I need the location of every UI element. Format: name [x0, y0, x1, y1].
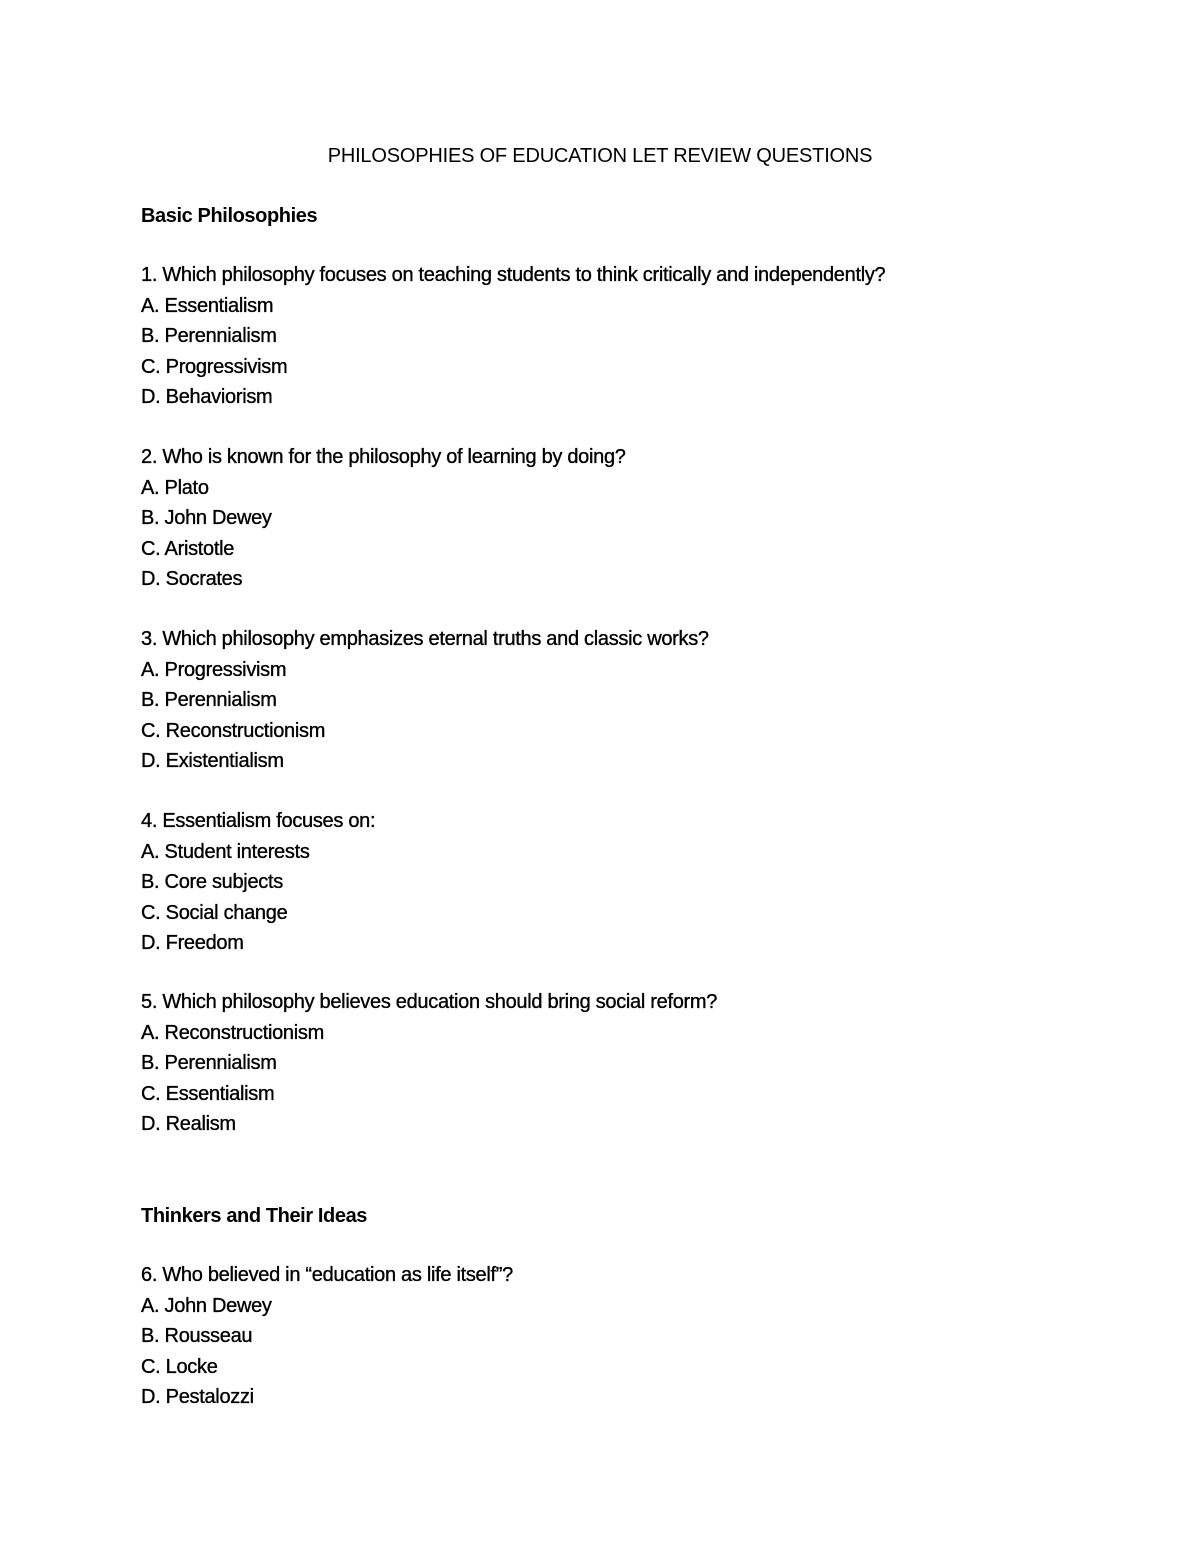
- answer-option-d: D. Realism: [141, 1113, 236, 1135]
- question-text: 4. Essentialism focuses on:: [141, 810, 376, 832]
- answer-option-d: D. Pestalozzi: [141, 1386, 254, 1408]
- answer-option-d: D. Socrates: [141, 568, 243, 590]
- answer-option-c: C. Locke: [141, 1355, 218, 1378]
- answer-option-a: A. Essentialism: [141, 294, 274, 317]
- answer-option-b: B. Rousseau: [141, 1325, 253, 1347]
- answer-options: [141, 1291, 1141, 1413]
- question-1: [141, 260, 1141, 413]
- answer-options: [141, 291, 1141, 413]
- question-6: [141, 1260, 1141, 1413]
- answer-options: [141, 1018, 1141, 1140]
- document-title: PHILOSOPHIES OF EDUCATION LET REVIEW QUESTIONS: [327, 145, 873, 167]
- answer-option-a: A. Plato: [141, 476, 209, 499]
- answer-option-d: D. Freedom: [141, 932, 244, 954]
- answer-option-a: A. Student interests: [141, 840, 310, 863]
- answer-option-a: A. Reconstructionism: [141, 1021, 324, 1044]
- question-text: 1. Which philosophy focuses on teaching students to think critically and independently?: [141, 264, 886, 286]
- answer-option-b: B. Core subjects: [141, 871, 283, 893]
- answer-option-c: C. Progressivism: [141, 355, 288, 378]
- question-2: [141, 442, 1141, 595]
- answer-option-d: D. Existentialism: [141, 750, 284, 772]
- answer-option-c: C. Reconstructionism: [141, 719, 326, 742]
- answer-option-b: B. Perennialism: [141, 689, 277, 711]
- question-4: [141, 806, 1141, 959]
- question-5: [141, 987, 1141, 1140]
- answer-option-c: C. Social change: [141, 901, 288, 924]
- question-text: 2. Who is known for the philosophy of learning by doing?: [141, 446, 626, 468]
- section-heading-basic-philosophies: Basic Philosophies: [141, 205, 318, 227]
- answer-option-a: A. Progressivism: [141, 658, 287, 681]
- question-text: 3. Which philosophy emphasizes eternal truths and classic works?: [141, 628, 709, 650]
- answer-option-c: C. Essentialism: [141, 1082, 275, 1105]
- answer-option-c: C. Aristotle: [141, 537, 235, 560]
- answer-option-a: A. John Dewey: [141, 1294, 272, 1317]
- answer-options: [141, 473, 1141, 595]
- question-text: 5. Which philosophy believes education should bring social reform?: [141, 991, 718, 1013]
- section-heading-thinkers-and-their-ideas: Thinkers and Their Ideas: [141, 1205, 368, 1227]
- answer-option-b: B. John Dewey: [141, 507, 272, 529]
- answer-options: [141, 837, 1141, 959]
- answer-option-b: B. Perennialism: [141, 325, 277, 347]
- question-3: [141, 624, 1141, 777]
- question-text: 6. Who believed in “education as life itself”?: [141, 1264, 513, 1286]
- answer-option-b: B. Perennialism: [141, 1052, 277, 1074]
- answer-option-d: D. Behaviorism: [141, 386, 273, 408]
- answer-options: [141, 655, 1141, 777]
